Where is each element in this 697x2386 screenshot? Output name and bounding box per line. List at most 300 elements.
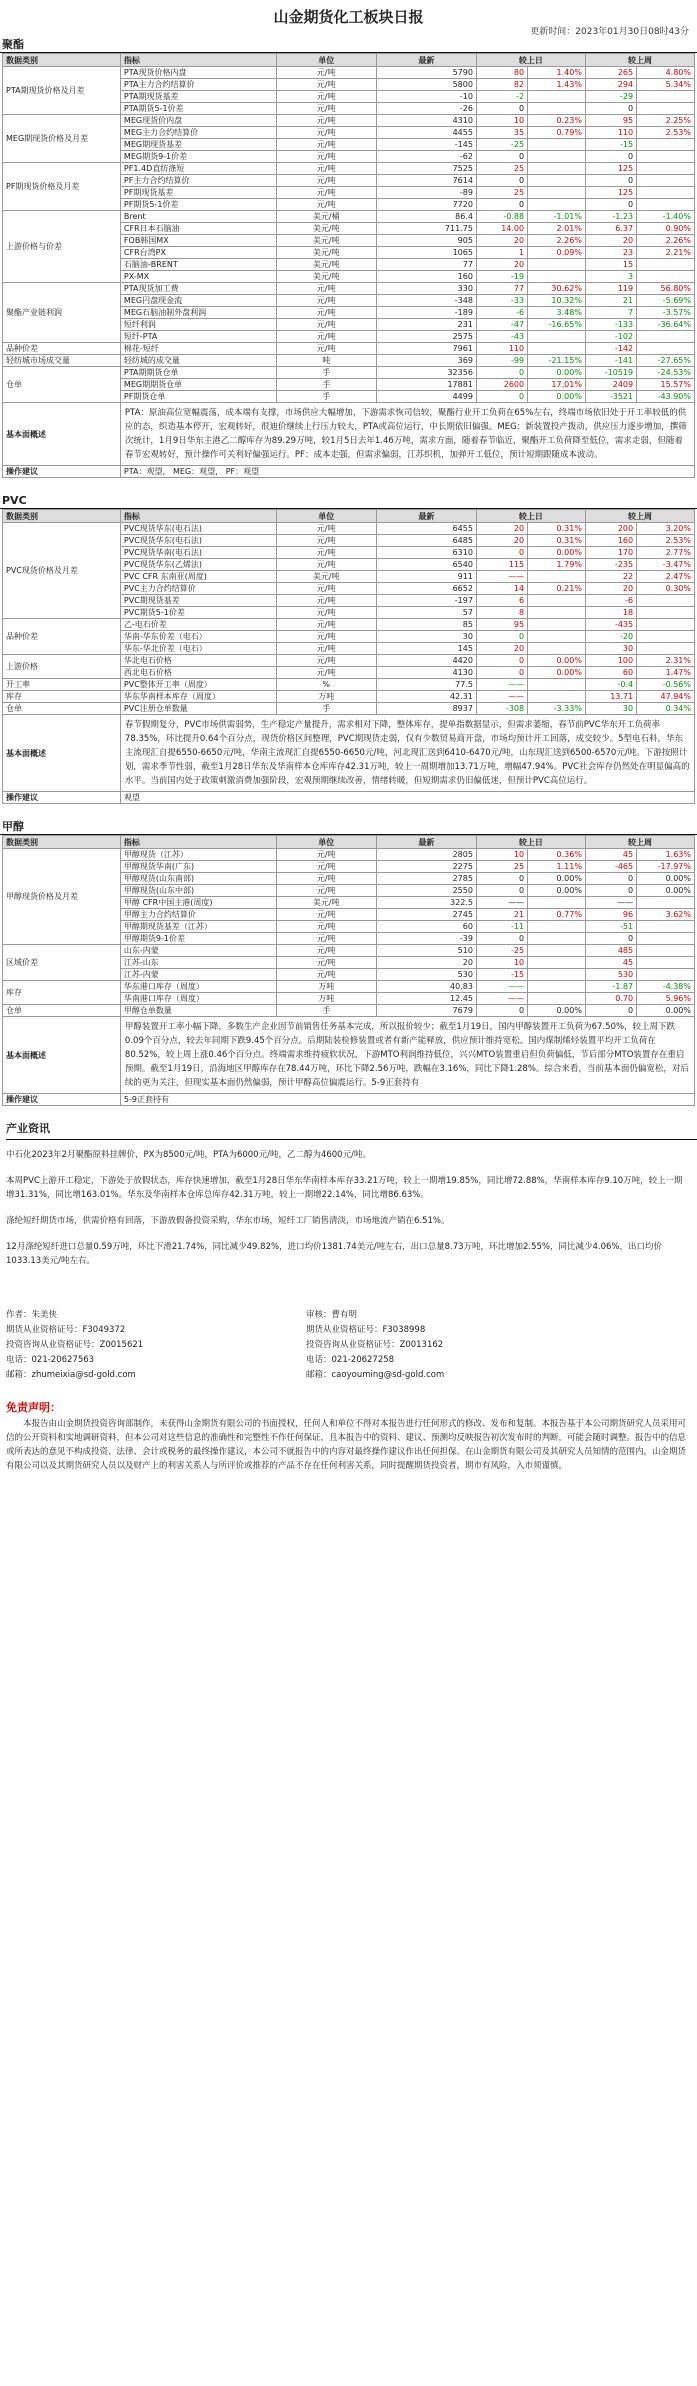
- latest-value: 20: [376, 957, 476, 969]
- day-change: 0: [476, 933, 527, 945]
- week-change: 265: [585, 67, 636, 79]
- advice-label: 操作建议: [3, 792, 121, 804]
- day-change: 110: [476, 343, 527, 355]
- week-change-pct: [637, 607, 695, 619]
- unit-cell: 元/吨: [276, 295, 376, 307]
- week-change: 3: [585, 271, 636, 283]
- header-cell: 指标: [120, 54, 276, 67]
- day-change: -11: [476, 921, 527, 933]
- week-change-pct: -27.65%: [637, 355, 695, 367]
- table-row: [3, 163, 695, 175]
- indicator-cell: PVC现货华东(乙烯法): [120, 559, 276, 571]
- basic-row: [3, 715, 695, 792]
- week-change-pct: 0.30%: [637, 583, 695, 595]
- day-change-pct: 0.31%: [528, 523, 586, 535]
- week-change-pct: 2.77%: [637, 547, 695, 559]
- latest-value: 905: [376, 235, 476, 247]
- week-change-pct: 0.00%: [637, 885, 695, 897]
- indicator-cell: PTA期现货基差: [120, 91, 276, 103]
- day-change-pct: 0.00%: [528, 655, 586, 667]
- category-cell: 仓单: [3, 367, 121, 403]
- week-change-pct: [637, 139, 695, 151]
- week-change-pct: [637, 259, 695, 271]
- week-change-pct: [637, 921, 695, 933]
- latest-value: 8937: [376, 703, 476, 715]
- table-row: [3, 945, 695, 957]
- advice-text: 观望: [120, 792, 694, 804]
- week-change: 200: [585, 523, 636, 535]
- unit-cell: 元/吨: [276, 619, 376, 631]
- category-cell: 轻纺城市场成交量: [3, 355, 121, 367]
- unit-cell: 手: [276, 367, 376, 379]
- day-change: 8: [476, 607, 527, 619]
- week-change-pct: [637, 969, 695, 981]
- day-change: 35: [476, 127, 527, 139]
- unit-cell: 元/吨: [276, 127, 376, 139]
- day-change-pct: 0.00%: [528, 547, 586, 559]
- unit-cell: 元/吨: [276, 151, 376, 163]
- unit-cell: 元/吨: [276, 945, 376, 957]
- unit-cell: 元/吨: [276, 933, 376, 945]
- latest-value: 4455: [376, 127, 476, 139]
- week-change: 125: [585, 187, 636, 199]
- week-change: 2409: [585, 379, 636, 391]
- week-change-pct: [637, 199, 695, 211]
- day-change: 20: [476, 523, 527, 535]
- day-change: 0: [476, 667, 527, 679]
- unit-cell: 元/吨: [276, 175, 376, 187]
- day-change-pct: 0.00%: [528, 1005, 586, 1017]
- indicator-cell: 甲醇 CFR中国主港(周度): [120, 897, 276, 909]
- day-change-pct: 10.32%: [528, 295, 586, 307]
- day-change-pct: 3.48%: [528, 307, 586, 319]
- day-change: 80: [476, 67, 527, 79]
- table-row: [3, 1005, 695, 1017]
- week-change-pct: 3.20%: [637, 523, 695, 535]
- table-row: [3, 67, 695, 79]
- latest-value: 322.5: [376, 897, 476, 909]
- week-change: 0: [585, 151, 636, 163]
- week-change-pct: -36.64%: [637, 319, 695, 331]
- day-change: ——: [476, 571, 527, 583]
- week-change-pct: -3.57%: [637, 307, 695, 319]
- industry-paragraph: 中石化2023年2月聚酯原料挂牌价，PX为8500元/吨，PTA为6000元/吨，乙二醇为4600元/吨。: [6, 1150, 371, 1160]
- week-change: 20: [585, 235, 636, 247]
- latest-value: 5800: [376, 79, 476, 91]
- author-line: 投资咨询从业资格证号：Z0015621: [6, 1340, 144, 1350]
- unit-cell: 手: [276, 703, 376, 715]
- unit-cell: 元/吨: [276, 583, 376, 595]
- latest-value: -197: [376, 595, 476, 607]
- week-change: -6: [585, 595, 636, 607]
- basic-text: 春节假期复分，PVC市场供需弱势，生产稳定产量提升，需求相对下降，整体库存，提单指数据显示，但需求萎缩，春节前PVC华东开工负荷率78.35%，环比提升0.64个百分点，现货价格区间整理，PVC期现货走弱，仅有少数贸易商开盘，市场均预计开工回落，成交较少。5型电石料，华东主流现汇自提6550-6650元/吨，华南主流现汇自提6550-6650元/吨，河北现汇送到6410-6470元/吨，山东现汇送到6500-6570元/吨。下游按照计划，需求季节性弱，截至1月28日华东及华南样本仓库库存42.31万吨，较上一周期增加13.71万吨，增幅47.94%。PVC社会库存仍然处在明显偏高的水平。当前国内处于政策刺激消费加强阶段，宏观预期继续改善，情绪转暖，但短期需求仍旧偏低迷，但预计PVC高位运行。: [120, 715, 694, 792]
- day-change: 82: [476, 79, 527, 91]
- week-change-pct: [637, 91, 695, 103]
- day-change: 25: [476, 861, 527, 873]
- table-row: [3, 283, 695, 295]
- day-change-pct: [528, 679, 586, 691]
- day-change-pct: [528, 163, 586, 175]
- day-change-pct: [528, 957, 586, 969]
- indicator-cell: PF主力合约结算价: [120, 175, 276, 187]
- unit-cell: 美元/吨: [276, 223, 376, 235]
- author-line: 电话：021-20627563: [6, 1355, 95, 1365]
- day-change: 0: [476, 873, 527, 885]
- day-change: -47: [476, 319, 527, 331]
- category-cell: 品种价差: [3, 343, 121, 355]
- latest-value: 911: [376, 571, 476, 583]
- day-change-pct: [528, 981, 586, 993]
- table-row: [3, 849, 695, 861]
- week-change: 0: [585, 885, 636, 897]
- week-change: 22: [585, 571, 636, 583]
- week-change: 0: [585, 1005, 636, 1017]
- day-change-pct: [528, 643, 586, 655]
- unit-cell: 元/吨: [276, 655, 376, 667]
- unit-cell: 手: [276, 391, 376, 403]
- indicator-cell: 短纤-PTA: [120, 331, 276, 343]
- week-change-pct: [637, 175, 695, 187]
- latest-value: 4499: [376, 391, 476, 403]
- day-change-pct: [528, 969, 586, 981]
- reviewer-info: [306, 1308, 606, 1383]
- indicator-cell: PVC CFR 东南亚(周度): [120, 571, 276, 583]
- week-change: 0: [585, 873, 636, 885]
- page-title: 山金期货化工板块日报: [273, 8, 424, 26]
- category-cell: 聚酯产业链利润: [3, 283, 121, 343]
- latest-value: 7961: [376, 343, 476, 355]
- header-cell: 最新: [376, 836, 476, 849]
- indicator-cell: PVC现货华东(电石法): [120, 523, 276, 535]
- week-change-pct: [637, 103, 695, 115]
- day-change: 0: [476, 655, 527, 667]
- indicator-cell: PF期现货基差: [120, 187, 276, 199]
- latest-value: -189: [376, 307, 476, 319]
- header-cell: 单位: [276, 54, 376, 67]
- table-row: [3, 523, 695, 535]
- category-cell: MEG期现货价格及月差: [3, 115, 121, 163]
- day-change-pct: 1.79%: [528, 559, 586, 571]
- week-change-pct: 2.26%: [637, 235, 695, 247]
- week-change-pct: -4.38%: [637, 981, 695, 993]
- week-change-pct: 47.94%: [637, 691, 695, 703]
- unit-cell: 美元/吨: [276, 247, 376, 259]
- latest-value: 6310: [376, 547, 476, 559]
- day-change: 115: [476, 559, 527, 571]
- header-cell: 单位: [276, 836, 376, 849]
- week-change: 530: [585, 969, 636, 981]
- day-change: -6: [476, 307, 527, 319]
- week-change-pct: 5.96%: [637, 993, 695, 1005]
- indicator-cell: 甲醇现货华南(广东): [120, 861, 276, 873]
- week-change: 485: [585, 945, 636, 957]
- latest-value: 2805: [376, 849, 476, 861]
- week-change-pct: 0.90%: [637, 223, 695, 235]
- week-change: 100: [585, 655, 636, 667]
- unit-cell: 元/吨: [276, 523, 376, 535]
- latest-value: 7679: [376, 1005, 476, 1017]
- day-change-pct: 0.00%: [528, 391, 586, 403]
- table-row: [3, 211, 695, 223]
- industry-paragraph: 12月涤纶短纤进口总量0.59万吨，环比下滑21.74%，同比减少49.82%，进口均价1381.74美元/吨左右，出口总量8.73万吨，环比增加2.55%，同比减少4.06%，出口均价1033.13美元/吨左右。: [6, 1242, 663, 1266]
- day-change: -0.88: [476, 211, 527, 223]
- basic-label: 基本面概述: [3, 1017, 121, 1094]
- indicator-cell: MEG期货9-1价差: [120, 151, 276, 163]
- day-change-pct: [528, 897, 586, 909]
- unit-cell: 元/吨: [276, 631, 376, 643]
- header-cell: 较上日: [476, 54, 585, 67]
- latest-value: 231: [376, 319, 476, 331]
- day-change: -15: [476, 969, 527, 981]
- week-change: 125: [585, 163, 636, 175]
- indicator-cell: CFR台湾PX: [120, 247, 276, 259]
- day-change-pct: [528, 343, 586, 355]
- day-change: ——: [476, 897, 527, 909]
- sections-container: [0, 38, 697, 1110]
- day-change: -2: [476, 91, 527, 103]
- unit-cell: 元/吨: [276, 861, 376, 873]
- latest-value: 7720: [376, 199, 476, 211]
- day-change-pct: 0.31%: [528, 535, 586, 547]
- week-change-pct: [637, 957, 695, 969]
- day-change: 0: [476, 631, 527, 643]
- week-change-pct: [637, 933, 695, 945]
- latest-value: -89: [376, 187, 476, 199]
- indicator-cell: 甲醇现货(山东中部): [120, 885, 276, 897]
- basic-label: 基本面概述: [3, 403, 121, 466]
- latest-value: -348: [376, 295, 476, 307]
- day-change-pct: 2.26%: [528, 235, 586, 247]
- day-change: 0: [476, 391, 527, 403]
- indicator-cell: 华南港口库存（周度）: [120, 993, 276, 1005]
- day-change: 0: [476, 885, 527, 897]
- indicator-cell: 华东华南样本库存（周度）: [120, 691, 276, 703]
- day-change: 21: [476, 909, 527, 921]
- week-change-pct: 2.47%: [637, 571, 695, 583]
- reviewer-line: 电话：021-20627258: [306, 1355, 395, 1365]
- day-change: -99: [476, 355, 527, 367]
- indicator-cell: 短纤利润: [120, 319, 276, 331]
- advice-text: 5-9正套持有: [120, 1094, 694, 1106]
- unit-cell: 美元/吨: [276, 897, 376, 909]
- week-change: 0: [585, 933, 636, 945]
- week-change: -133: [585, 319, 636, 331]
- unit-cell: 元/吨: [276, 885, 376, 897]
- unit-cell: 元/吨: [276, 957, 376, 969]
- category-cell: 库存: [3, 981, 121, 1005]
- header-cell: 较上周: [585, 836, 694, 849]
- latest-value: 2575: [376, 331, 476, 343]
- table-row: [3, 367, 695, 379]
- week-change: 160: [585, 535, 636, 547]
- week-change: -465: [585, 861, 636, 873]
- author-line: 作者：朱美侠: [6, 1310, 58, 1320]
- latest-value: -10: [376, 91, 476, 103]
- day-change-pct: 0.36%: [528, 849, 586, 861]
- week-change: 96: [585, 909, 636, 921]
- day-change-pct: [528, 259, 586, 271]
- indicator-cell: 甲醇现货（江苏）: [120, 849, 276, 861]
- latest-value: 77: [376, 259, 476, 271]
- latest-value: -26: [376, 103, 476, 115]
- unit-cell: 元/吨: [276, 307, 376, 319]
- week-change: 13.71: [585, 691, 636, 703]
- basic-row: [3, 1017, 695, 1094]
- latest-value: 4130: [376, 667, 476, 679]
- week-change-pct: 0.00%: [637, 1005, 695, 1017]
- advice-row: [3, 792, 695, 804]
- unit-cell: 元/吨: [276, 67, 376, 79]
- day-change-pct: [528, 139, 586, 151]
- latest-value: 6485: [376, 535, 476, 547]
- week-change: 15: [585, 259, 636, 271]
- week-change-pct: [637, 187, 695, 199]
- unit-cell: 元/吨: [276, 343, 376, 355]
- category-cell: PVC现货价格及月差: [3, 523, 121, 619]
- day-change: 20: [476, 259, 527, 271]
- table-header-row: [3, 510, 695, 523]
- latest-value: 6540: [376, 559, 476, 571]
- day-change-pct: [528, 619, 586, 631]
- header-cell: 较上日: [476, 836, 585, 849]
- author-line: 邮箱：zhumeixia@sd-gold.com: [6, 1370, 136, 1380]
- week-change: 110: [585, 127, 636, 139]
- day-change: -308: [476, 703, 527, 715]
- day-change-pct: 1.43%: [528, 79, 586, 91]
- unit-cell: 手: [276, 379, 376, 391]
- week-change-pct: -17.97%: [637, 861, 695, 873]
- day-change-pct: 0.00%: [528, 885, 586, 897]
- week-change: 21: [585, 295, 636, 307]
- update-time: 更新时间：2023年01月30日08时43分: [530, 27, 689, 37]
- week-change: 0: [585, 175, 636, 187]
- week-change: 95: [585, 115, 636, 127]
- day-change-pct: [528, 271, 586, 283]
- latest-value: 4310: [376, 115, 476, 127]
- unit-cell: 元/吨: [276, 909, 376, 921]
- day-change: 14.00: [476, 223, 527, 235]
- indicator-cell: 华南-华东价差（电石）: [120, 631, 276, 643]
- unit-cell: 元/吨: [276, 199, 376, 211]
- unit-cell: 元/吨: [276, 595, 376, 607]
- day-change-pct: [528, 103, 586, 115]
- day-change: ——: [476, 993, 527, 1005]
- header-cell: 最新: [376, 54, 476, 67]
- week-change-pct: -1.40%: [637, 211, 695, 223]
- data-table: [2, 53, 695, 478]
- day-change-pct: [528, 187, 586, 199]
- day-change: 0: [476, 199, 527, 211]
- indicator-cell: CFR日本石脑油: [120, 223, 276, 235]
- week-change: -51: [585, 921, 636, 933]
- unit-cell: 元/吨: [276, 283, 376, 295]
- day-change-pct: [528, 91, 586, 103]
- week-change: 0.70: [585, 993, 636, 1005]
- indicator-cell: PVC注册仓单数量: [120, 703, 276, 715]
- unit-cell: 元/吨: [276, 547, 376, 559]
- category-cell: 品种价差: [3, 619, 121, 655]
- basic-label: 基本面概述: [3, 715, 121, 792]
- header-cell: 单位: [276, 510, 376, 523]
- unit-cell: 元/吨: [276, 187, 376, 199]
- day-change: 2600: [476, 379, 527, 391]
- day-change: 0: [476, 547, 527, 559]
- table-header-row: [3, 836, 695, 849]
- table-header-row: [3, 54, 695, 67]
- header-cell: 指标: [120, 510, 276, 523]
- unit-cell: 元/吨: [276, 139, 376, 151]
- day-change: 10: [476, 849, 527, 861]
- week-change-pct: 15.57%: [637, 379, 695, 391]
- indicator-cell: 石脑油-BRENT: [120, 259, 276, 271]
- day-change-pct: [528, 151, 586, 163]
- latest-value: 7525: [376, 163, 476, 175]
- advice-text: PTA：观望， MEG：观望， PF：观望: [120, 466, 694, 478]
- day-change-pct: 0.21%: [528, 583, 586, 595]
- header-cell: 最新: [376, 510, 476, 523]
- week-change: ——: [585, 897, 636, 909]
- day-change-pct: -21.15%: [528, 355, 586, 367]
- day-change-pct: [528, 571, 586, 583]
- author-info: [6, 1308, 306, 1383]
- unit-cell: 元/吨: [276, 873, 376, 885]
- week-change: 60: [585, 667, 636, 679]
- indicator-cell: 乙-电石价差: [120, 619, 276, 631]
- latest-value: 40.83: [376, 981, 476, 993]
- week-change-pct: 2.53%: [637, 535, 695, 547]
- day-change: 10: [476, 957, 527, 969]
- industry-paragraph: 本周PVC上游开工稳定，下游处于放假状态，库存快速增加，截至1月28日华东华南样本库存33.21万吨，较上一期增19.85%，同比增72.88%，华南样本库存9.10万吨，较上一期增31.31%，同比增163.01%。华东及华南样本仓库总库存42.31万吨，较上一期增22.14%，同比增86.63%。: [6, 1176, 683, 1200]
- indicator-cell: 甲醇主力合约结算价: [120, 909, 276, 921]
- day-change-pct: [528, 945, 586, 957]
- week-change-pct: [637, 271, 695, 283]
- latest-value: 17881: [376, 379, 476, 391]
- indicator-cell: 甲醇现货(山东南部): [120, 873, 276, 885]
- day-change-pct: 0.00%: [528, 873, 586, 885]
- day-change: ——: [476, 679, 527, 691]
- week-change-pct: -0.56%: [637, 679, 695, 691]
- indicator-cell: 华东-华北价差（电石）: [120, 643, 276, 655]
- week-change-pct: [637, 331, 695, 343]
- latest-value: 6652: [376, 583, 476, 595]
- indicator-cell: PTA期期货仓单: [120, 367, 276, 379]
- category-cell: 开工率: [3, 679, 121, 691]
- week-change: 7: [585, 307, 636, 319]
- indicator-cell: PVC主力合约结算价: [120, 583, 276, 595]
- header-cell: 较上日: [476, 510, 585, 523]
- week-change-pct: [637, 619, 695, 631]
- reviewer-line: 邮箱：caoyouming@sd-gold.com: [306, 1370, 445, 1380]
- latest-value: 4420: [376, 655, 476, 667]
- day-change-pct: [528, 921, 586, 933]
- indicator-cell: Brent: [120, 211, 276, 223]
- indicator-cell: MEG主力合约结算价: [120, 127, 276, 139]
- day-change: 20: [476, 535, 527, 547]
- week-change: 30: [585, 643, 636, 655]
- day-change-pct: [528, 631, 586, 643]
- indicator-cell: PTA主力合约结算价: [120, 79, 276, 91]
- latest-value: 86.4: [376, 211, 476, 223]
- week-change: -1.23: [585, 211, 636, 223]
- latest-value: 2275: [376, 861, 476, 873]
- week-change-pct: 2.53%: [637, 127, 695, 139]
- table-row: [3, 691, 695, 703]
- indicator-cell: PVC期货5-1价差: [120, 607, 276, 619]
- advice-row: [3, 466, 695, 478]
- week-change-pct: 2.25%: [637, 115, 695, 127]
- latest-value: 12.45: [376, 993, 476, 1005]
- indicator-cell: FOB韩国MX: [120, 235, 276, 247]
